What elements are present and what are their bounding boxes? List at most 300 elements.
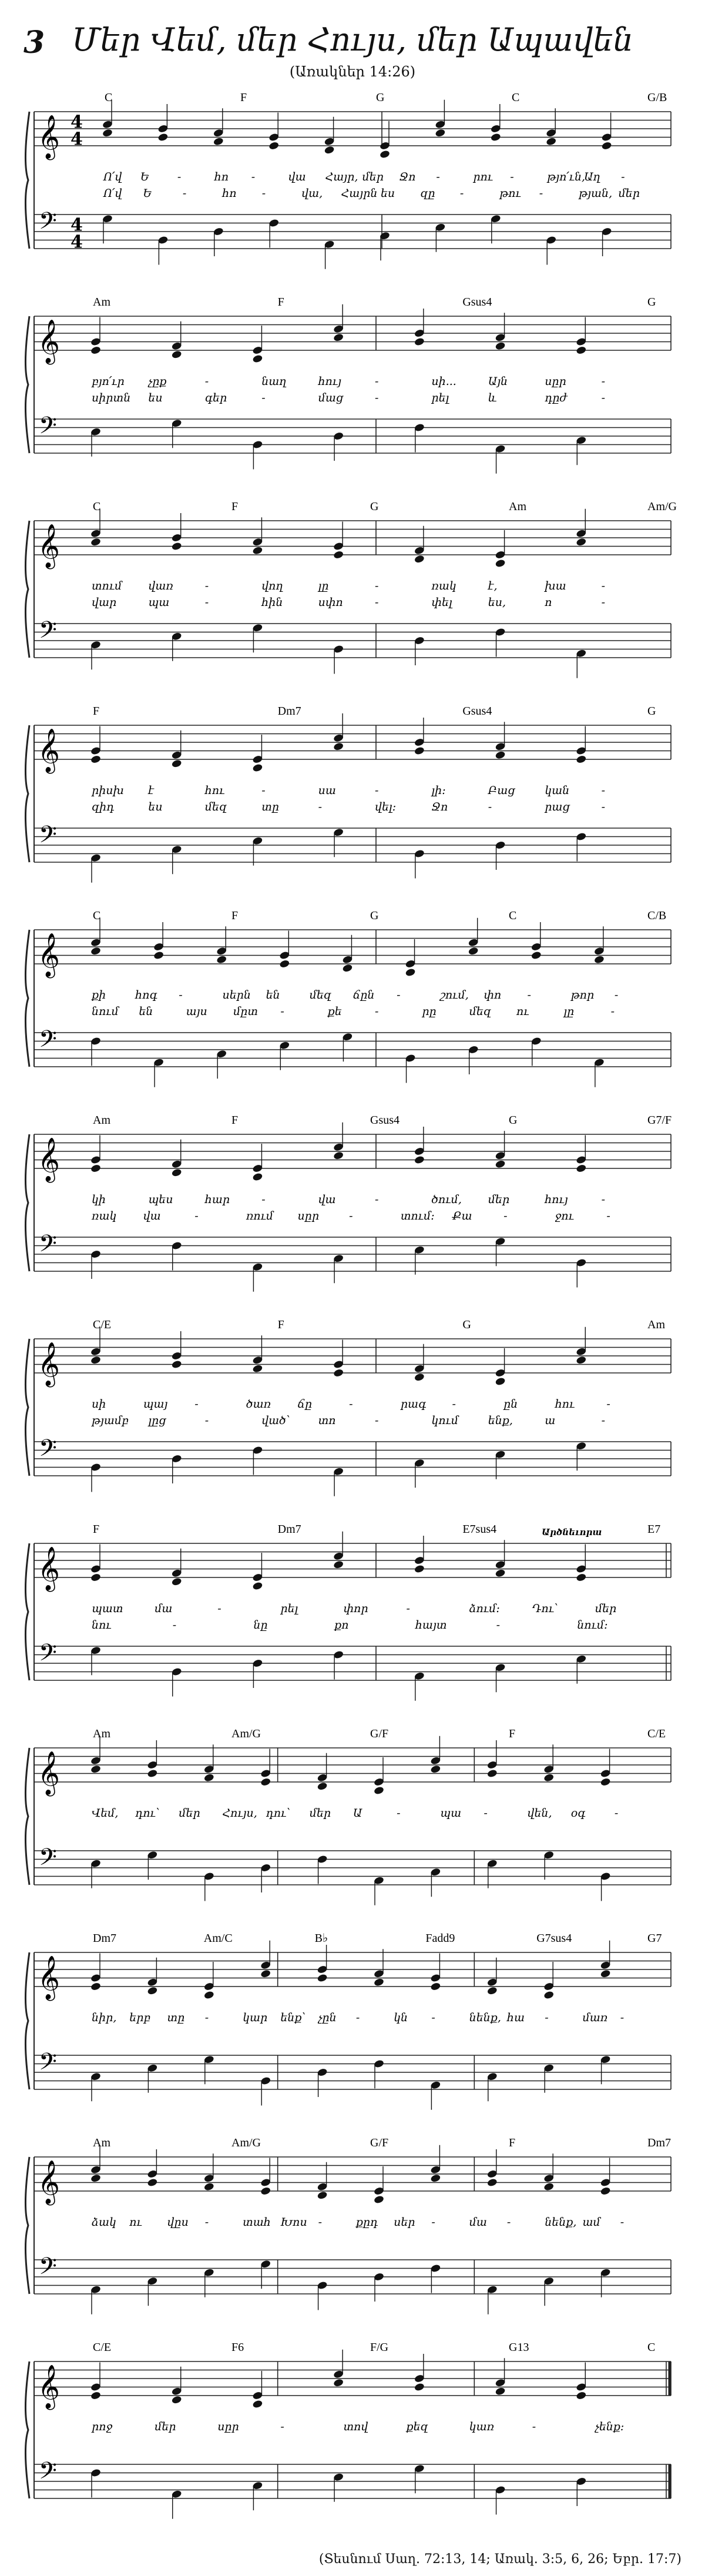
lyric-syllable: ռակ [431,579,456,592]
treble-note [531,951,542,960]
lyric-syllable: նը [253,1619,268,1632]
lyric-syllable: րաց [545,800,570,813]
lyric-syllable: այս [186,1005,207,1018]
lyric-syllable: չենք: [595,2420,625,2433]
lyric-syllable: վա, [301,187,323,200]
lyric-syllable: քո [334,1619,349,1632]
lyric-syllable: - [601,1193,606,1206]
treble-note [333,1368,344,1378]
lyric-syllable: - [532,2420,536,2433]
lyric-syllable: Խոս [280,2216,307,2229]
lyric-syllable: - [194,1398,199,1411]
treble-note [333,550,344,560]
lyric-syllable: շում, [440,989,469,1001]
lyric-syllable: - [204,596,209,609]
treble-note [252,763,263,773]
chord-symbol: E7sus4 [462,1523,497,1536]
treble-note [260,1777,271,1787]
lyric-syllable: Ջո [399,170,416,183]
chord-symbol: Am/G [647,500,677,513]
treble-note [414,1155,425,1165]
treble-note [576,2391,587,2400]
lyric-syllable: սըր [297,1210,320,1222]
chord-symbol: F6 [231,2341,244,2354]
lyric-syllable: կի [92,1193,106,1206]
lyric-syllable: - [261,187,266,200]
lyric-syllable: թյան, [579,187,613,200]
treble-note [576,1164,587,1173]
bass-clef: 𝄢 [39,616,57,649]
lyric-syllable: տով [343,2420,368,2433]
lyric-syllable: դըժ [545,391,568,404]
lyric-syllable: - [606,1210,610,1222]
tempo-direction: Արծնեւորա [542,1527,602,1537]
treble-note [90,1764,102,1774]
lyric-syllable: մեր [179,1807,200,1820]
treble-clef: 𝄞 [38,1342,60,1386]
lyric-syllable: - [349,1398,353,1411]
chord-symbol: C [509,909,517,922]
treble-note [543,1991,555,2000]
hymn-title: Մեր Վեմ, մեր Հույս, մեր Ապավեն [72,21,633,58]
chord-symbol: Am [93,1727,110,1740]
chord-symbol: G [370,909,379,922]
lyric-syllable: նիր, [92,2011,117,2024]
chord-symbol: G [376,91,385,104]
chord-symbol: G7 [647,1932,662,1945]
lyric-syllable: - [431,2216,435,2229]
lyric-syllable: - [488,800,492,813]
treble-note [601,141,612,150]
bass-clef: 𝄢 [39,1025,57,1058]
lyric-syllable: - [601,579,606,592]
bass-clef: 𝄢 [39,820,57,854]
brace [25,725,29,862]
chord-symbol: G/F [370,2136,389,2149]
lyric-syllable: - [431,2011,435,2024]
lyric-syllable: նում [92,1005,119,1018]
bass-clef: 𝄢 [39,207,57,240]
chord-symbol: Am [93,2136,110,2149]
treble-note [157,133,169,142]
lyric-syllable: և [488,391,497,404]
lyric-syllable: բյո՛ւր [92,375,125,388]
chord-symbol: G7/F [647,1114,672,1127]
treble-note [252,546,263,555]
system-11 [25,2136,671,2314]
time-signature-bottom: 4 [70,232,83,253]
lyric-syllable: - [452,1398,456,1411]
treble-note [374,2195,385,2205]
bass-clef: 𝄢 [39,1230,57,1263]
treble-note [495,1377,506,1386]
lyric-syllable: Ե [143,187,152,200]
lyric-syllable: րել [280,1602,298,1615]
system-4 [25,705,671,883]
lyric-syllable: Վեմ, [92,1807,119,1820]
treble-note [546,137,557,146]
chord-symbol: Dm7 [93,1932,116,1945]
chord-symbol: Dm7 [277,705,301,718]
treble-clef: 𝄞 [38,1138,60,1181]
chord-symbol: F [93,705,100,718]
lyric-syllable: մեր [595,1602,617,1615]
lyric-syllable: նաղ [261,375,287,388]
treble-note [252,1582,263,1591]
treble-note [317,2190,328,2200]
system-1 [25,91,671,269]
chord-symbol: Gsus4 [462,705,492,718]
lyric-syllable: - [280,1005,284,1018]
brace [25,112,29,249]
lyric-syllable: երբ [129,2011,151,2024]
lyric-syllable: չըն [318,2011,337,2024]
lyric-syllable: դու՝ [266,1807,291,1820]
treble-note [260,1969,271,1978]
treble-clef: 𝄞 [38,524,60,568]
treble-note [333,2378,344,2387]
lyric-syllable: - [177,170,182,183]
brace [25,1748,29,1885]
lyric-syllable: պա [440,1807,462,1820]
lyric-syllable: րիսխ [92,784,125,797]
lyric-syllable: տում: [400,1210,435,1222]
lyric-syllable: տը [167,2011,185,2024]
chord-symbol: Dm7 [647,2136,671,2149]
lyric-syllable: - [545,2011,549,2024]
lyric-syllable: պա [148,596,170,609]
bass-clef: 𝄢 [39,2048,57,2081]
chord-symbol: C [647,2341,656,2354]
treble-note [414,1565,425,1574]
lyric-syllable: - [204,2216,209,2229]
scripture-reference: (Առակներ 14:26) [289,63,416,80]
treble-note [90,1164,102,1173]
chord-symbol: C [93,909,101,922]
lyric-syllable: - [375,391,379,404]
lyric-syllable: Հույս, [222,1807,257,1820]
lyric-syllable: սերն [222,989,251,1001]
treble-note [495,2387,506,2396]
lyric-syllable: - [261,391,266,404]
chord-symbol: C/E [93,1318,112,1331]
lyric-syllable: - [503,1210,508,1222]
lyric-syllable: գեր [204,391,227,404]
lyric-syllable: տը [261,800,279,813]
lyric-syllable: Քա [452,1210,472,1222]
lyric-syllable: Բաց [488,784,515,797]
treble-clef: 𝄞 [38,933,60,977]
system-3 [25,500,677,678]
lyric-syllable: ա [545,1414,556,1427]
time-signature-bottom: 4 [70,129,83,150]
lyric-syllable: նենք, [469,2011,501,2024]
treble-note [171,2395,182,2404]
brace [25,1134,29,1271]
chord-symbol: G [462,1318,471,1331]
lyric-syllable: ես [148,391,163,404]
chord-symbol: Am/C [203,1932,233,1945]
system-8 [25,1523,671,1701]
bass-clef: 𝄢 [39,411,57,445]
lyric-syllable: լի: [431,784,446,797]
treble-note [260,2186,271,2196]
lyric-syllable: են [266,989,280,1001]
lyric-syllable: - [620,2216,625,2229]
lyric-syllable: ես [381,187,395,200]
lyric-syllable: - [601,596,606,609]
treble-note [171,759,182,768]
brace [25,316,29,453]
treble-note [90,1573,102,1582]
treble-note [268,141,280,150]
lyric-syllable: - [349,1210,353,1222]
chord-symbol: G [370,500,379,513]
treble-note [216,955,227,964]
lyric-syllable: օգ [570,1807,586,1820]
bass-clef: 𝄢 [39,1843,57,1877]
treble-note [90,1355,102,1365]
chord-symbol: E7 [647,1523,661,1536]
lyric-syllable: թյո՛ւն, [547,170,586,183]
lyric-syllable: հո [214,170,229,183]
chord-symbol: F [277,1318,284,1331]
lyric-syllable: - [496,1619,500,1632]
lyric-syllable: մաց [318,391,344,404]
lyric-syllable: - [194,1210,199,1222]
treble-note [600,2186,611,2196]
lyric-syllable: սիրտն [92,391,131,404]
treble-note [495,559,506,568]
lyric-syllable: տո [318,1414,336,1427]
lyric-syllable: լըց [148,1414,166,1427]
hymn-number: 3 [24,25,45,61]
lyric-syllable: քի [92,989,106,1001]
lyric-syllable: րել [431,391,449,404]
treble-note [486,1986,498,1995]
lyric-syllable: վա [288,170,306,183]
chord-symbol: F [231,500,239,513]
lyric-syllable: - [280,2420,284,2433]
treble-note [430,1764,441,1774]
lyric-syllable: Հայրն [341,187,378,200]
treble-note [600,1969,611,1978]
lyric-syllable: կն [394,2011,408,2024]
lyric-syllable: չըք [148,375,167,388]
chord-symbol: Am [647,1318,665,1331]
treble-note [102,128,113,138]
lyric-syllable: - [375,784,379,797]
lyric-syllable: ճը [297,1398,313,1411]
lyric-syllable: զը [420,187,435,200]
lyric-syllable: վա [318,1193,336,1206]
treble-note [317,1781,328,1791]
lyric-syllable: րոջ [92,2420,113,2433]
chord-symbol: F [240,91,247,104]
lyric-syllable: ձակ [92,2216,116,2229]
chord-symbol: G7sus4 [536,1932,572,1945]
lyric-syllable: ու [516,1005,529,1018]
lyric-syllable: ու [129,2216,142,2229]
lyric-syllable: փել [431,596,452,609]
treble-note [576,755,587,764]
treble-note [252,2400,263,2409]
lyric-syllable: սեր [394,2216,415,2229]
treble-note [380,150,391,159]
lyric-syllable: մեր [155,2420,176,2433]
lyric-syllable: ես [148,800,163,813]
treble-note [600,1777,611,1787]
lyric-syllable: - [620,2011,625,2024]
treble-clef: 𝄞 [38,1751,60,1795]
treble-note [279,959,290,969]
chord-symbol: G/F [370,1727,389,1740]
lyric-syllable: - [261,784,266,797]
lyric-syllable: - [375,1414,379,1427]
treble-note [333,1560,344,1569]
lyric-syllable: պես [148,1193,173,1206]
lyric-syllable: ձում: [469,1602,500,1615]
treble-note [90,946,102,956]
lyric-syllable: սա [318,784,336,797]
chord-symbol: Dm7 [277,1523,301,1536]
lyric-syllable: - [614,989,619,1001]
system-6 [25,1114,672,1292]
lyric-syllable: - [397,1807,401,1820]
lyric-syllable: - [251,170,256,183]
chord-symbol: F [231,1114,239,1127]
footer-references: (Տեսնում Սաղ. 72:13, 14; Առակ. 3:5, 6, 26; Եբր. 17:7) [318,2552,682,2567]
treble-note [486,2178,498,2188]
lyric-syllable: - [606,1398,610,1411]
chord-symbol: C/E [647,1727,666,1740]
lyric-syllable: սըր [217,2420,239,2433]
treble-note [374,1978,385,1987]
lyric-syllable: կառ [469,2420,495,2433]
chord-symbol: C [93,500,101,513]
treble-note [430,1982,441,1991]
lyric-syllable: Ո՛վ [103,187,122,200]
lyric-syllable: - [406,1602,410,1615]
lyric-syllable: հոգ [135,989,157,1001]
treble-note [576,1573,587,1582]
lyric-syllable: - [318,2216,323,2229]
lyric-syllable: նենք, [545,2216,577,2229]
lyric-syllable: լը [563,1005,575,1018]
treble-note [576,346,587,355]
lyric-syllable: - [179,989,183,1001]
lyric-syllable: - [601,391,606,404]
lyric-syllable: - [355,2011,360,2024]
chord-symbol: Gsus4 [462,296,492,309]
lyric-syllable: ջու [555,1210,574,1222]
lyric-syllable: քեզ [406,2420,428,2433]
lyric-syllable: - [527,989,531,1001]
lyric-syllable: փո [484,989,502,1001]
lyric-syllable: հույ [318,375,342,388]
chord-symbol: F [277,296,284,309]
treble-clef: 𝄞 [38,1956,60,1999]
lyric-syllable: - [204,2011,209,2024]
lyric-syllable: - [601,1414,606,1427]
treble-note [171,542,182,551]
lyric-syllable: ված՝ [261,1414,290,1427]
treble-note [213,137,224,146]
lyric-syllable: - [539,187,543,200]
treble-note [495,1160,506,1169]
system-10 [25,1932,671,2110]
chord-symbol: F [231,909,239,922]
lyric-syllable: ենք, [488,1414,513,1427]
treble-note [414,746,425,756]
treble-note [333,333,344,342]
lyric-syllable: թոր [570,989,595,1001]
chord-symbol: C/E [93,2341,112,2354]
lyric-syllable: տում [92,579,122,592]
lyric-syllable: թյամբ [92,1414,129,1427]
lyric-syllable: - [506,2216,511,2229]
treble-note [203,2182,214,2192]
lyric-syllable: մեր [362,170,384,183]
chord-symbol: B♭ [314,1932,328,1945]
lyric-syllable: է, [488,579,498,592]
treble-note [324,145,335,155]
lyric-syllable: - [182,187,187,200]
lyric-syllable: վառ [148,579,173,592]
lyric-syllable: վար [92,596,117,609]
lyric-syllable: ռակ [92,1210,117,1222]
treble-note [252,1173,263,1182]
brace [25,1339,29,1476]
lyric-syllable: հա [506,2011,525,2024]
lyric-syllable: ըն [503,1398,518,1411]
treble-note [593,955,605,964]
chord-symbol: Am [93,1114,110,1127]
lyric-syllable: ճըն [352,989,375,1001]
chord-symbol: C [105,91,113,104]
treble-note [317,1974,328,1983]
lyric-syllable: քե [327,1005,342,1018]
chord-symbol: G/B [647,91,667,104]
lyric-syllable: ծում, [431,1193,462,1206]
system-7 [25,1318,671,1496]
treble-note [405,968,416,977]
chord-symbol: Am [93,296,110,309]
lyric-syllable: - [601,800,606,813]
chord-symbol: G [509,1114,518,1127]
chord-symbol: F [509,2136,516,2149]
time-signature-top: 4 [70,215,83,236]
lyric-syllable: րագ [400,1398,427,1411]
treble-note [414,2383,425,2392]
lyric-syllable: ռում [246,1210,274,1222]
lyric-syllable: - [172,1619,177,1632]
lyric-syllable: - [261,1193,266,1206]
lyric-syllable: Դու՝ [532,1602,558,1615]
treble-note [543,2182,555,2192]
treble-note [414,337,425,347]
lyric-syllable: - [621,170,625,183]
lyric-syllable: մեզ [204,800,227,813]
chord-symbol: Gsus4 [370,1114,400,1127]
lyric-syllable: վող [261,579,283,592]
brace [25,1543,29,1680]
lyric-syllable: դու՝ [135,1807,160,1820]
lyric-syllable: սի... [431,375,456,388]
lyric-syllable: վըս [167,2216,189,2229]
treble-clef: 𝄞 [38,729,60,772]
treble-note [495,751,506,760]
